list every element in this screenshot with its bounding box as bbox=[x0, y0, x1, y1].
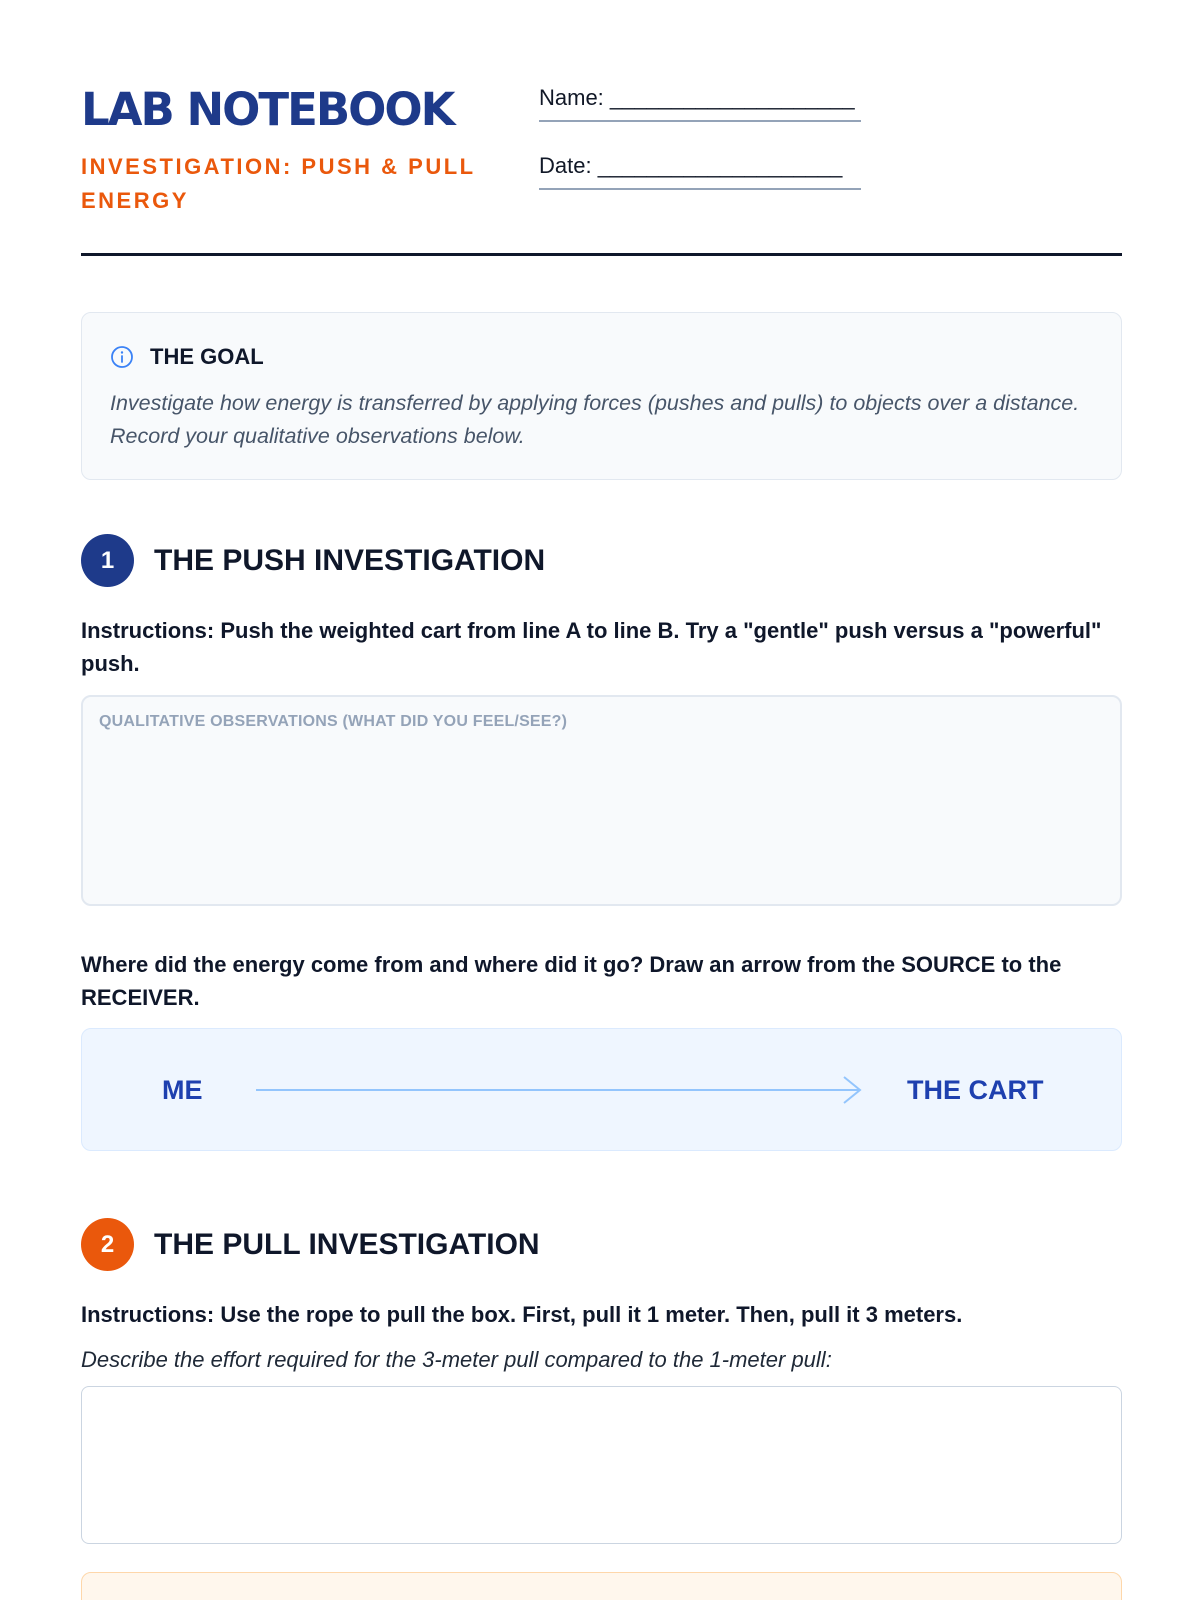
goal-card bbox=[81, 312, 1122, 480]
page-title: LAB NOTEBOOK bbox=[81, 83, 454, 136]
energy-receiver-label: THE CART bbox=[907, 1075, 1044, 1105]
pull-prompt: Describe the effort required for the 3-meter pull compared to the 1-meter pull: bbox=[81, 1347, 832, 1372]
energy-source-label: ME bbox=[162, 1075, 203, 1105]
push-instructions: Instructions: Push the weighted cart from line A to line B. Try a "gentle" push versus a "powerful" push. bbox=[81, 618, 1102, 676]
energy-question: Where did the energy come from and where did it go? Draw an arrow from the SOURCE to the RECEIVER. bbox=[81, 952, 1062, 1010]
push-section-title: THE PUSH INVESTIGATION bbox=[154, 544, 546, 577]
next-section-card bbox=[81, 1572, 1122, 1600]
pull-section-header bbox=[81, 1218, 781, 1272]
header-divider bbox=[81, 253, 1122, 256]
pull-instructions: Instructions: Use the rope to pull the box. First, pull it 1 meter. Then, pull it 3 meters. bbox=[81, 1302, 963, 1327]
name-field[interactable]: Name: ____________________ bbox=[539, 82, 861, 122]
push-observations-input[interactable] bbox=[81, 695, 1122, 906]
pull-response-input[interactable] bbox=[81, 1386, 1122, 1544]
push-observations-label: QUALITATIVE OBSERVATIONS (WHAT DID YOU FEEL/SEE?) bbox=[99, 713, 568, 730]
info-icon bbox=[110, 345, 134, 369]
push-step-badge: 1 bbox=[81, 534, 134, 587]
worksheet-header bbox=[81, 82, 1122, 258]
arrow-right-icon bbox=[256, 1073, 866, 1107]
push-section-header bbox=[81, 534, 781, 588]
pull-section-title: THE PULL INVESTIGATION bbox=[154, 1228, 540, 1261]
date-field[interactable]: Date: ____________________ bbox=[539, 150, 861, 190]
goal-text: Investigate how energy is transferred by applying forces (pushes and pulls) to objects over a distance. Record your qualitative observations below. bbox=[110, 391, 1080, 448]
goal-title: THE GOAL bbox=[150, 344, 264, 369]
energy-flow-diagram[interactable] bbox=[81, 1028, 1122, 1151]
page-subtitle: INVESTIGATION: PUSH & PULL ENERGY bbox=[81, 154, 476, 213]
pull-step-badge: 2 bbox=[81, 1218, 134, 1271]
